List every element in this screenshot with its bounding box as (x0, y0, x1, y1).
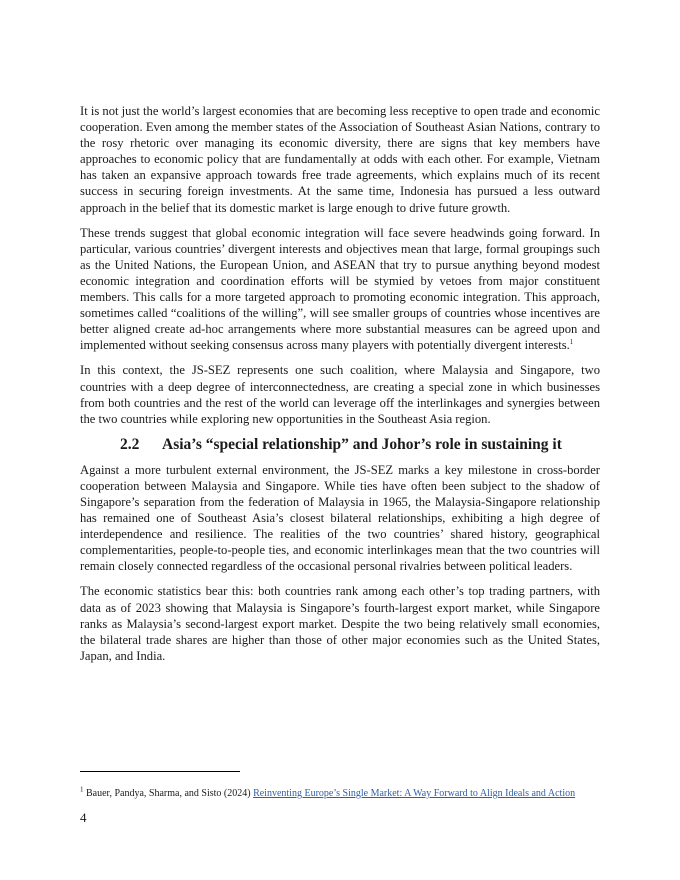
page-number: 4 (80, 810, 87, 825)
paragraph (80, 225, 600, 354)
paragraph: The economic statistics bear this: both countries rank among each other’s top trading partners, with data as of 2023 showing that Malaysia is Singapore’s fourth-largest export market, while Singapore ranks as Malaysia’s second-largest export market. Despite the two being relatively small economies, the bilateral trade shares are higher than those of other major economies such as the United States, Japan, and India. (80, 584, 600, 663)
footnote-divider (80, 771, 240, 772)
paragraph-text: These trends suggest that global economic integration will face severe headwinds going forward. In particular, various countries’ divergent interests and objectives mean that large, formal groupings such as the United Nations, the European Union, and ASEAN that try to pursue anything beyond modest economic integration and coordination efforts will be stymied by vetoes from major constituent members. This calls for a more targeted approach to promoting economic integration. This approach, sometimes called “coalitions of the willing”, will see smaller groups of countries whose incentives are better aligned create ad-hoc arrangements where more substantial measures can be agreed upon and implemented without seeking consensus across many players with potentially divergent interests. (80, 225, 600, 353)
paragraph: Against a more turbulent external environment, the JS-SEZ marks a key milestone in cross-border cooperation between Malaysia and Singapore. While ties have often been subject to the shadow of Singapore’s separation from the federation of Malaysia in 1965, the Malaysia-Singapore relationship has remained one of Southeast Asia’s closest bilateral relationships, exhibiting a high degree of interdependence and resilience. The realities of the two countries’ shared history, geographical complementarities, people-to-people ties, and economic interlinkages mean that the two countries will remain closely connected regardless of the occasional personal rivalries between political leaders. (80, 462, 600, 574)
section-heading (80, 436, 600, 454)
section-number: 2.2 (120, 435, 140, 453)
document-body (80, 103, 600, 673)
section-title: Asia’s “special relationship” and Johor’s role in sustaining it (162, 435, 562, 453)
paragraph: In this context, the JS-SEZ represents one such coalition, where Malaysia and Singapore, two countries with a deep degree of interconnectedness, are creating a special zone in which businesses from both countries and the rest of the world can leverage off the interlinkages and synergies between the two countries while exploring new opportunities in the Southeast Asia region. (80, 363, 600, 426)
footnote-text: Bauer, Pandya, Sharma, and Sisto (2024) (86, 788, 254, 799)
paragraph: It is not just the world’s largest economies that are becoming less receptive to open trade and economic cooperation. Even among the member states of the Association of Southeast Asian Nations, contrary to the rosy rhetoric over managing its economic diversity, there are signs that key members have approaches to economic policy that are fundamentally at odds with each other. For example, Vietnam has taken an expansive approach towards free trade agreements, which explains much of its recent success in securing foreign investments. At the same time, Indonesia has pursued a less outward approach in the belief that its domestic market is large enough to drive future growth. (80, 104, 600, 215)
footnote-marker: 1 (80, 785, 84, 794)
footnote-link[interactable]: Reinventing Europe’s Single Market: A Way Forward to Align Ideals and Action (253, 788, 576, 799)
footnote-reference[interactable]: 1 (569, 338, 574, 347)
footnote (80, 785, 576, 799)
